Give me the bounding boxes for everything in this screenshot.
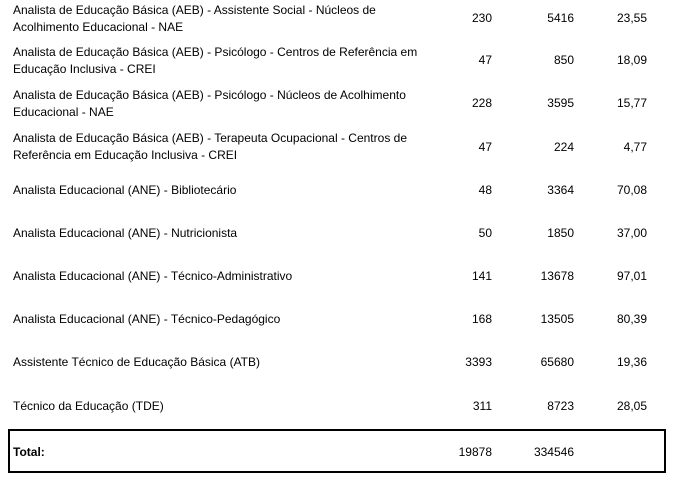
inscritos-cell: 8723 <box>547 399 574 413</box>
relacao-cell: 97,01 <box>616 269 647 283</box>
total-inscritos: 334546 <box>533 445 574 459</box>
row-label: Analista Educacional (ANE) - Bibliotecário <box>13 183 237 197</box>
inscritos-cell: 65680 <box>540 355 574 369</box>
relacao-cell: 70,08 <box>616 183 647 197</box>
vagas-cell: 47 <box>478 140 492 154</box>
vagas-cell: 168 <box>471 312 492 326</box>
row-label: Analista Educacional (ANE) - Técnico-Administrativo <box>13 269 293 283</box>
relacao-cell: 80,39 <box>616 312 647 326</box>
total-label: Total: <box>13 445 45 459</box>
row-label: Analista Educacional (ANE) - Técnico-Pedagógico <box>13 312 281 326</box>
row-label: Analista de Educação Básica (AEB) - Terapeuta Ocupacional - Centros de Referência em Educação Inclusiva - CREI <box>13 131 407 162</box>
vagas-cell: 230 <box>471 11 492 25</box>
row-label: Analista de Educação Básica (AEB) - Psicólogo - Centros de Referência em Educação Inclusiva - CREI <box>13 45 418 76</box>
inscritos-cell: 13678 <box>540 269 574 283</box>
inscritos-cell: 3364 <box>547 183 574 197</box>
inscritos-cell: 3595 <box>547 96 574 110</box>
relacao-cell: 4,77 <box>623 140 647 154</box>
relacao-cell: 15,77 <box>616 96 647 110</box>
vagas-cell: 48 <box>478 183 492 197</box>
inscritos-cell: 13505 <box>540 312 574 326</box>
vagas-cell: 50 <box>478 226 492 240</box>
relacao-cell: 37,00 <box>616 226 647 240</box>
vagas-cell: 47 <box>478 53 492 67</box>
total-vagas: 19878 <box>458 445 492 459</box>
row-label: Analista de Educação Básica (AEB) - Psicólogo - Núcleos de Acolhimento Educacional - NAE <box>13 88 406 119</box>
inscritos-cell: 850 <box>553 53 574 67</box>
vagas-cell: 311 <box>472 399 492 413</box>
row-label: Assistente Técnico de Educação Básica (ATB) <box>13 355 261 369</box>
vagas-cell: 228 <box>471 96 492 110</box>
row-label: Analista Educacional (ANE) - Nutricionista <box>13 226 238 240</box>
inscritos-cell: 1850 <box>547 226 574 240</box>
row-label: Analista de Educação Básica (AEB) - Assistente Social - Núcleos de Acolhimento Educacional - NAE <box>13 3 376 34</box>
relacao-cell: 19,36 <box>616 355 647 369</box>
vagas-cell: 3393 <box>465 355 492 369</box>
vagas-cell: 141 <box>471 269 492 283</box>
inscritos-cell: 5416 <box>547 11 574 25</box>
relacao-cell: 23,55 <box>616 11 647 25</box>
total-row <box>8 429 666 473</box>
relacao-cell: 18,09 <box>616 53 647 67</box>
inscritos-cell: 224 <box>553 140 574 154</box>
row-label: Técnico da Educação (TDE) <box>13 399 164 413</box>
relacao-cell: 28,05 <box>616 399 647 413</box>
